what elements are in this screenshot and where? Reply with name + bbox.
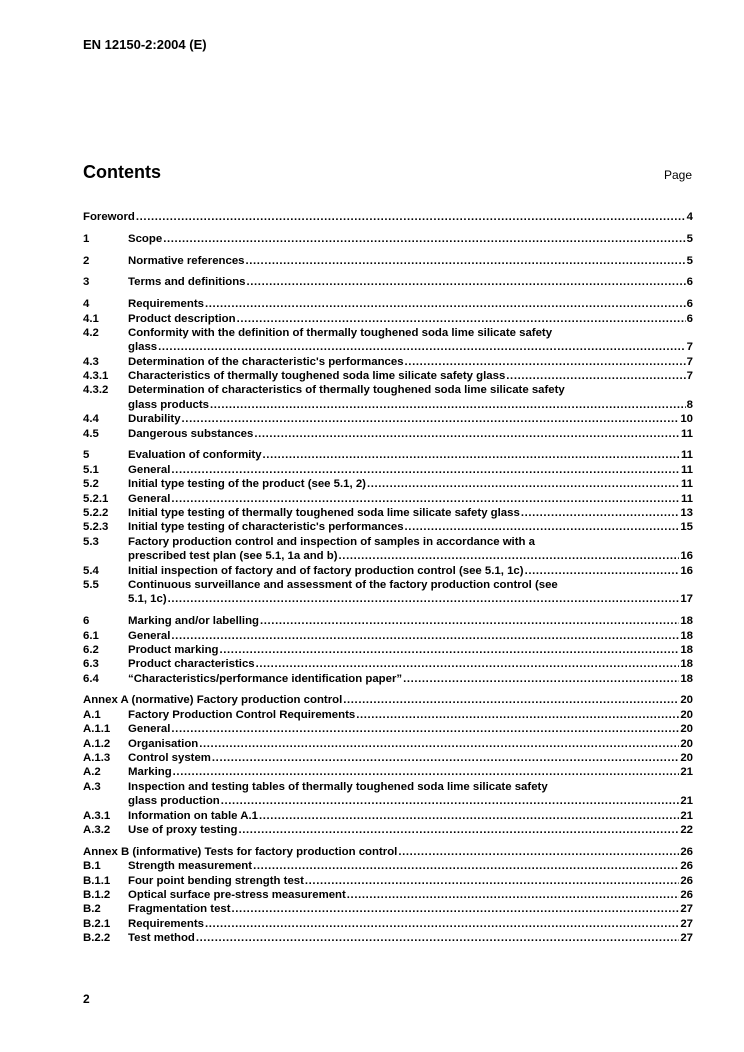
dot-leader xyxy=(356,708,679,722)
toc-entry-number: A.1.2 xyxy=(83,737,111,750)
toc-entry[interactable] xyxy=(83,859,693,873)
toc-entry-page: 10 xyxy=(680,413,693,426)
toc-entry-title-continued: prescribed test plan (see 5.1, 1a and b) xyxy=(128,550,338,563)
toc-entry-title: Requirements xyxy=(128,917,204,930)
dot-leader xyxy=(521,506,680,520)
toc-entry[interactable] xyxy=(83,578,693,592)
toc-entry-number: B.2 xyxy=(83,903,101,916)
contents-title: Contents xyxy=(83,162,161,182)
toc-entry-number: 1 xyxy=(83,232,90,245)
toc-entry-page: 11 xyxy=(680,492,693,505)
toc-entry-page: 20 xyxy=(680,752,693,765)
dot-leader xyxy=(253,859,679,873)
toc-entry-title: Terms and definitions xyxy=(128,276,246,289)
toc-entry[interactable] xyxy=(83,693,693,707)
toc-entry-number: 5.3 xyxy=(83,535,99,548)
toc-entry[interactable] xyxy=(83,874,693,888)
toc-entry-title: Information on table A.1 xyxy=(128,809,258,822)
toc-entry-title: Dangerous substances xyxy=(128,427,254,440)
toc-entry-title: Control system xyxy=(128,752,211,765)
toc-entry[interactable] xyxy=(83,383,693,397)
toc-entry-page: 21 xyxy=(680,766,693,779)
dot-leader xyxy=(239,823,680,837)
dot-leader xyxy=(196,931,679,945)
toc-entry-number: 5.2.1 xyxy=(83,492,109,505)
dot-leader xyxy=(205,917,679,931)
toc-entry-page: 11 xyxy=(680,463,693,476)
toc-entry[interactable] xyxy=(83,722,693,736)
toc-entry-title: Annex A (normative) Factory production control xyxy=(83,694,343,707)
toc-entry[interactable] xyxy=(83,809,693,823)
dot-leader xyxy=(199,737,679,751)
dot-leader xyxy=(347,888,680,902)
dot-leader xyxy=(254,427,680,441)
toc-entry-page: 6 xyxy=(686,276,693,289)
toc-entry-title: Optical surface pre-stress measurement xyxy=(128,888,346,901)
toc-entry-number: 4.4 xyxy=(83,413,99,426)
toc-entry-number: A.3.1 xyxy=(83,809,111,822)
toc-entry-number: 6.1 xyxy=(83,629,99,642)
toc-entry-number: B.1.2 xyxy=(83,888,111,901)
toc-entry-page: 18 xyxy=(680,615,693,628)
toc-entry-number: A.2 xyxy=(83,766,101,779)
toc-entry[interactable] xyxy=(83,708,693,722)
toc-entry-number: 6.2 xyxy=(83,643,99,656)
toc-entry[interactable] xyxy=(83,629,693,643)
toc-entry[interactable] xyxy=(83,931,693,945)
toc-entry-title: Four point bending strength test xyxy=(128,874,304,887)
toc-entry[interactable] xyxy=(83,535,693,549)
dot-leader xyxy=(210,398,686,412)
toc-entry-title: General xyxy=(128,629,171,642)
toc-entry-title: Factory production control and inspection of samples in accordance with a xyxy=(128,535,535,548)
toc-entry-number: 2 xyxy=(83,254,90,267)
dot-leader xyxy=(168,592,680,606)
toc-entry-page: 26 xyxy=(680,845,693,858)
dot-leader xyxy=(171,629,679,643)
toc-entry[interactable] xyxy=(83,592,693,606)
toc-entry[interactable] xyxy=(83,254,693,268)
toc-entry-title: Initial inspection of factory and of factory production control (see 5.1, 1c) xyxy=(128,564,524,577)
toc-entry-title: Requirements xyxy=(128,298,204,311)
toc-entry-page: 20 xyxy=(680,708,693,721)
toc-entry-title: Product description xyxy=(128,312,236,325)
toc-entry[interactable] xyxy=(83,210,693,224)
toc-entry-number: A.1.3 xyxy=(83,752,111,765)
toc-entry[interactable] xyxy=(83,902,693,916)
toc-entry-page: 4 xyxy=(686,211,693,223)
toc-entry-page: 8 xyxy=(686,398,693,411)
dot-leader xyxy=(246,254,686,268)
dot-leader xyxy=(158,340,686,354)
dot-leader xyxy=(256,657,680,671)
dot-leader xyxy=(182,412,680,426)
toc-entry[interactable] xyxy=(83,823,693,837)
dot-leader xyxy=(163,232,685,246)
toc-entry-title-continued: 5.1, 1c) xyxy=(128,593,167,606)
toc-entry-number: 4.2 xyxy=(83,326,99,339)
toc-entry-number: 4 xyxy=(83,298,90,311)
dot-leader xyxy=(171,463,680,477)
toc-entry[interactable] xyxy=(83,275,693,289)
dot-leader xyxy=(205,297,686,311)
toc-entry[interactable] xyxy=(83,448,693,462)
dot-leader xyxy=(259,809,679,823)
toc-entry-page: 11 xyxy=(680,478,693,491)
toc-entry[interactable] xyxy=(83,657,693,671)
toc-entry-title: Foreword xyxy=(83,211,135,223)
toc-entry-number: 5.2.2 xyxy=(83,506,109,519)
toc-entry-title: Strength measurement xyxy=(128,860,253,873)
toc-entry-title: Product marking xyxy=(128,643,219,656)
toc-entry-page: 18 xyxy=(680,672,693,685)
toc-entry-page: 26 xyxy=(680,874,693,887)
toc-entry-page: 18 xyxy=(680,629,693,642)
dot-leader xyxy=(525,564,680,578)
toc-entry-title-continued: glass products xyxy=(128,398,210,411)
toc-entry-title: Determination of characteristics of thermally toughened soda lime silicate safety xyxy=(128,384,565,397)
toc-entry[interactable] xyxy=(83,751,693,765)
toc-entry-number: A.1.1 xyxy=(83,723,111,736)
toc-entry-title: Durability xyxy=(128,413,181,426)
toc-entry[interactable] xyxy=(83,845,693,859)
toc-entry-number: A.1 xyxy=(83,708,101,721)
toc-entry-title: General xyxy=(128,463,171,476)
toc-entry[interactable] xyxy=(83,477,693,491)
toc-entry-page: 20 xyxy=(680,694,693,707)
toc-entry-title: Marking xyxy=(128,766,172,779)
toc-entry-page: 7 xyxy=(686,355,693,368)
toc-entry-page: 16 xyxy=(680,564,693,577)
toc-entry-number: 5.2.3 xyxy=(83,521,109,534)
toc-entry-title: Inspection and testing tables of thermally toughened soda lime silicate safety xyxy=(128,780,548,793)
dot-leader xyxy=(237,312,686,326)
toc-entry-title: Initial type testing of thermally toughened soda lime silicate safety glass xyxy=(128,506,520,519)
toc-entry-title: General xyxy=(128,492,171,505)
toc-entry-number: 5.1 xyxy=(83,463,99,476)
dot-leader xyxy=(403,672,679,686)
toc-entry-title: Marking and/or labelling xyxy=(128,615,260,628)
toc-entry[interactable] xyxy=(83,888,693,902)
page-number: 2 xyxy=(83,992,90,1006)
toc-entry[interactable] xyxy=(83,427,693,441)
dot-leader xyxy=(212,751,679,765)
toc-entry-number: 4.3.1 xyxy=(83,370,109,383)
toc-entry[interactable] xyxy=(83,765,693,779)
dot-leader xyxy=(247,275,686,289)
toc-entry-page: 11 xyxy=(680,427,693,440)
toc-entry-page: 27 xyxy=(680,917,693,930)
toc-entry-number: B.1 xyxy=(83,860,101,873)
toc-entry-page: 21 xyxy=(680,795,693,808)
toc-entry[interactable] xyxy=(83,506,693,520)
toc-entry-title: Fragmentation test xyxy=(128,903,231,916)
toc-entry-title: Characteristics of thermally toughened soda lime silicate safety glass xyxy=(128,370,506,383)
toc-entry-page: 18 xyxy=(680,643,693,656)
toc-entry-title: Product characteristics xyxy=(128,658,255,671)
toc-entry[interactable] xyxy=(83,312,693,326)
toc-entry-page: 5 xyxy=(686,254,693,267)
dot-leader xyxy=(173,765,680,779)
toc-entry-page: 6 xyxy=(686,298,693,311)
toc-entry-page: 27 xyxy=(680,903,693,916)
dot-leader xyxy=(405,520,680,534)
toc-entry-title: Initial type testing of characteristic's performances xyxy=(128,521,404,534)
dot-leader xyxy=(405,355,686,369)
toc-entry[interactable] xyxy=(83,369,693,383)
toc-entry-title: Continuous surveillance and assessment of the factory production control (see xyxy=(128,578,558,591)
toc-entry-page: 7 xyxy=(686,341,693,354)
page-column-label: Page xyxy=(663,168,692,182)
toc-entry-number: A.3.2 xyxy=(83,823,111,836)
toc-entry-title: “Characteristics/performance identification paper” xyxy=(128,672,403,685)
dot-leader xyxy=(221,794,680,808)
toc-entry[interactable] xyxy=(83,463,693,477)
toc-entry-page: 20 xyxy=(680,737,693,750)
dot-leader xyxy=(339,549,680,563)
toc-entry-number: A.3 xyxy=(83,780,101,793)
toc-entry-title: Evaluation of conformity xyxy=(128,449,262,462)
toc-entry-title: Annex B (informative) Tests for factory production control xyxy=(83,845,398,858)
toc-entry-number: 6.4 xyxy=(83,672,99,685)
toc-entry-title: General xyxy=(128,723,171,736)
toc-entry-number: 4.3 xyxy=(83,355,99,368)
toc-entry-number: B.2.1 xyxy=(83,917,111,930)
toc-entry-title: Normative references xyxy=(128,254,245,267)
toc-entry-title: Conformity with the definition of thermally toughened soda lime silicate safety xyxy=(128,326,553,339)
dot-leader xyxy=(171,492,680,506)
toc-entry-page: 5 xyxy=(686,232,693,245)
dot-leader xyxy=(232,902,680,916)
toc-entry[interactable] xyxy=(83,297,693,311)
toc-entry-number: 4.5 xyxy=(83,427,99,440)
toc-entry-number: 5.2 xyxy=(83,478,99,491)
dot-leader xyxy=(305,874,679,888)
toc-entry-number: 4.1 xyxy=(83,312,99,325)
dot-leader xyxy=(398,845,679,859)
toc-entry-page: 21 xyxy=(680,809,693,822)
toc-entry-number: B.2.2 xyxy=(83,932,111,945)
toc-entry-page: 26 xyxy=(680,860,693,873)
toc-entry-number: 5.4 xyxy=(83,564,99,577)
toc-entry[interactable] xyxy=(83,232,693,246)
dot-leader xyxy=(263,448,680,462)
toc-entry-title: Use of proxy testing xyxy=(128,823,238,836)
toc-entry[interactable] xyxy=(83,398,693,412)
toc-entry-title: Organisation xyxy=(128,737,199,750)
toc-entry[interactable] xyxy=(83,917,693,931)
toc-entry-title: Determination of the characteristic's performances xyxy=(128,355,404,368)
toc-entry-page: 18 xyxy=(680,658,693,671)
toc-entry-number: 6 xyxy=(83,615,90,628)
toc-entry-page: 11 xyxy=(680,449,693,462)
toc-entry-number: 5 xyxy=(83,449,90,462)
toc-entry[interactable] xyxy=(83,780,693,794)
toc-entry-number: B.1.1 xyxy=(83,874,111,887)
toc-entry-page: 15 xyxy=(680,521,693,534)
toc-entry[interactable] xyxy=(83,614,693,628)
toc-entry-page: 17 xyxy=(680,593,693,606)
toc-entry[interactable] xyxy=(83,355,693,369)
toc-entry[interactable] xyxy=(83,643,693,657)
toc-entry[interactable] xyxy=(83,492,693,506)
dot-leader xyxy=(367,477,680,491)
toc-entry[interactable] xyxy=(83,794,693,808)
toc-entry[interactable] xyxy=(83,340,693,354)
toc-entry[interactable] xyxy=(83,520,693,534)
toc-entry-page: 16 xyxy=(680,550,693,563)
toc-entry-title: Initial type testing of the product (see 5.1, 2) xyxy=(128,478,366,491)
toc-entry[interactable] xyxy=(83,564,693,578)
toc-entry-page: 6 xyxy=(686,312,693,325)
toc-entry[interactable] xyxy=(83,412,693,426)
toc-entry-page: 7 xyxy=(686,370,693,383)
toc-entry-number: 5.5 xyxy=(83,578,99,591)
toc-entry-title-continued: glass production xyxy=(128,795,220,808)
dot-leader xyxy=(136,210,686,224)
toc-entry-number: 3 xyxy=(83,276,90,289)
toc-entry[interactable] xyxy=(83,672,693,686)
dot-leader xyxy=(171,722,679,736)
toc-entry-title: Scope xyxy=(128,232,163,245)
toc-entry-number: 6.3 xyxy=(83,658,99,671)
toc-entry-page: 20 xyxy=(680,723,693,736)
toc-entry[interactable] xyxy=(83,326,693,340)
toc-entry[interactable] xyxy=(83,737,693,751)
toc-entry-page: 13 xyxy=(680,506,693,519)
toc-entry-title-continued: glass xyxy=(128,341,158,354)
toc-entry-page: 27 xyxy=(680,932,693,945)
dot-leader xyxy=(506,369,685,383)
toc-entry-page: 26 xyxy=(680,888,693,901)
document-id-header: EN 12150-2:2004 (E) xyxy=(83,37,207,52)
table-of-contents xyxy=(83,210,693,945)
toc-entry-title: Factory Production Control Requirements xyxy=(128,708,356,721)
toc-entry-page: 22 xyxy=(680,823,693,836)
toc-entry-title: Test method xyxy=(128,932,195,945)
toc-entry-number: 4.3.2 xyxy=(83,384,109,397)
toc-entry[interactable] xyxy=(83,549,693,563)
dot-leader xyxy=(343,693,679,707)
dot-leader xyxy=(220,643,680,657)
dot-leader xyxy=(260,614,679,628)
